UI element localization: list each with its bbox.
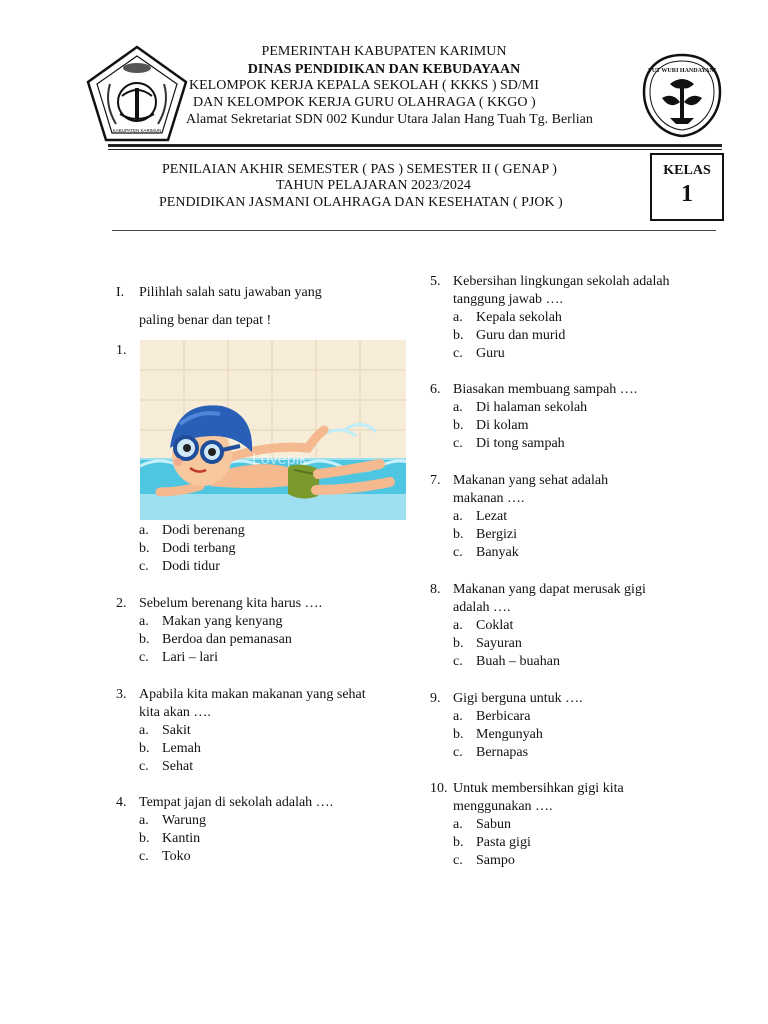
question-stem: Biasakan membuang sampah …. [453, 382, 638, 397]
option-text: Sampo [476, 853, 515, 868]
option-text: Dodi tidur [162, 559, 220, 574]
question-number: 10. [430, 781, 448, 796]
option-letter: a. [453, 310, 463, 325]
question-1-option-a[interactable] [139, 522, 396, 540]
option-text: Pasta gigi [476, 835, 531, 850]
option-letter: c. [139, 849, 149, 864]
option-letter: a. [453, 400, 463, 415]
question-number: 4. [116, 795, 127, 810]
left-logo-text: KABUPATEN KARIMUN [112, 128, 162, 133]
question-1-option-c[interactable] [139, 558, 396, 576]
question-9-option-b[interactable] [453, 726, 690, 744]
question-1-number: 1. [116, 343, 127, 358]
question-number: 7. [430, 473, 441, 488]
option-text: Guru dan murid [476, 328, 566, 343]
option-letter: c. [453, 436, 463, 451]
option-letter: b. [453, 328, 464, 343]
question-stem: Makanan yang sehat adalah makanan …. [453, 473, 609, 506]
question-6-option-a[interactable] [453, 399, 690, 417]
option-text: Dodi berenang [162, 523, 245, 538]
header-line-1: PEMERINTAH KABUPATEN KARIMUN [261, 44, 507, 59]
header-line-3: KELOMPOK KERJA KEPALA SEKOLAH ( KKKS ) SD/MI [189, 78, 539, 93]
question-stem: Makanan yang dapat merusak gigi adalah …. [453, 582, 646, 615]
question-5-option-c[interactable] [453, 345, 675, 363]
kelas-box [650, 153, 724, 221]
question-stem: Kebersihan lingkungan sekolah adalah tanggung jawab …. [453, 274, 670, 307]
question-4-option-b[interactable] [139, 830, 396, 848]
question-7 [430, 472, 645, 562]
header-rule-thin [108, 149, 722, 150]
option-letter: c. [453, 545, 463, 560]
question-8-option-b[interactable] [453, 635, 680, 653]
header-line-4: DAN KELOMPOK KERJA GURU OLAHRAGA ( KKGO ) [193, 95, 536, 110]
option-letter: b. [139, 632, 150, 647]
option-text: Coklat [476, 618, 514, 633]
option-letter: b. [139, 541, 150, 556]
option-letter: c. [139, 759, 149, 774]
question-3-option-a[interactable] [139, 722, 366, 740]
question-number: 6. [430, 382, 441, 397]
option-text: Mengunyah [476, 727, 543, 742]
question-9-option-a[interactable] [453, 708, 690, 726]
option-text: Berbicara [476, 709, 531, 724]
option-text: Bernapas [476, 745, 529, 760]
option-letter: a. [453, 709, 463, 724]
option-letter: a. [453, 817, 463, 832]
question-7-option-c[interactable] [453, 544, 645, 562]
question-6-option-b[interactable] [453, 417, 690, 435]
question-2-option-c[interactable] [139, 649, 396, 667]
exam-title: PENILAIAN AKHIR SEMESTER ( PAS ) SEMESTER II ( GENAP ) [162, 162, 557, 177]
question-number: 2. [116, 596, 127, 611]
option-letter: c. [453, 853, 463, 868]
option-text: Dodi terbang [162, 541, 236, 556]
option-letter: b. [453, 527, 464, 542]
question-10-option-b[interactable] [453, 834, 655, 852]
question-1 [116, 522, 396, 576]
question-stem: Gigi berguna untuk …. [453, 691, 583, 706]
question-10 [430, 780, 655, 870]
exam-year: TAHUN PELAJARAN 2023/2024 [276, 178, 471, 193]
option-letter: b. [453, 727, 464, 742]
question-9-option-c[interactable] [453, 744, 690, 762]
option-letter: c. [453, 745, 463, 760]
question-8-option-c[interactable] [453, 653, 680, 671]
instruction-number: I. [116, 285, 125, 300]
question-6 [430, 381, 690, 453]
question-number: 5. [430, 274, 441, 289]
question-8-option-a[interactable] [453, 617, 680, 635]
question-3 [116, 686, 366, 776]
option-text: Di kolam [476, 418, 529, 433]
image-watermark: Lovepik [252, 451, 308, 468]
option-text: Bergizi [476, 527, 517, 542]
option-text: Banyak [476, 545, 519, 560]
option-letter: c. [139, 650, 149, 665]
option-text: Guru [476, 346, 505, 361]
question-4-option-c[interactable] [139, 848, 396, 866]
option-text: Kepala sekolah [476, 310, 562, 325]
question-7-option-b[interactable] [453, 526, 645, 544]
option-text: Toko [162, 849, 191, 864]
question-9 [430, 690, 690, 762]
option-text: Lezat [476, 509, 508, 524]
question-10-option-c[interactable] [453, 852, 655, 870]
option-text: Berdoa dan pemanasan [162, 632, 292, 647]
option-letter: a. [139, 523, 149, 538]
option-text: Sehat [162, 759, 194, 774]
option-letter: a. [139, 614, 149, 629]
question-10-option-a[interactable] [453, 816, 655, 834]
question-stem: Tempat jajan di sekolah adalah …. [139, 795, 334, 810]
option-letter: b. [453, 636, 464, 651]
option-letter: b. [139, 831, 150, 846]
option-letter: c. [453, 346, 463, 361]
option-text: Sabun [476, 817, 511, 832]
question-2 [116, 595, 396, 667]
question-4-option-a[interactable] [139, 812, 396, 830]
option-letter: c. [139, 559, 149, 574]
question-stem: Sebelum berenang kita harus …. [139, 596, 323, 611]
kelas-label: KELAS [663, 163, 711, 178]
header-address: Alamat Sekretariat SDN 002 Kundur Utara Jalan Hang Tuah Tg. Berlian [186, 112, 593, 127]
option-text: Lari – lari [162, 650, 218, 665]
question-7-option-a[interactable] [453, 508, 645, 526]
right-logo-text: TUT WURI HANDAYANI [647, 68, 717, 74]
swimming-boy-illustration [140, 340, 406, 520]
option-text: Makan yang kenyang [162, 614, 283, 629]
option-text: Buah – buahan [476, 654, 560, 669]
option-text: Di tong sampah [476, 436, 565, 451]
instruction-line-1: Pilihlah salah satu jawaban yang [139, 285, 322, 300]
question-5-option-a[interactable] [453, 309, 675, 327]
question-stem: Apabila kita makan makanan yang sehat kita akan …. [139, 687, 366, 720]
question-number: 8. [430, 582, 441, 597]
question-2-option-a[interactable] [139, 613, 396, 631]
option-letter: c. [453, 654, 463, 669]
option-letter: a. [139, 723, 149, 738]
option-letter: b. [139, 741, 150, 756]
question-stem: Untuk membersihkan gigi kita menggunakan …. [453, 781, 624, 814]
question-4 [116, 794, 396, 866]
header-rule-thick [108, 144, 722, 147]
option-text: Warung [162, 813, 206, 828]
question-3-option-b[interactable] [139, 740, 366, 758]
question-5-option-b[interactable] [453, 327, 675, 345]
question-8 [430, 581, 680, 671]
option-text: Di halaman sekolah [476, 400, 588, 415]
question-number: 9. [430, 691, 441, 706]
question-2-option-b[interactable] [139, 631, 396, 649]
question-6-option-c[interactable] [453, 435, 690, 453]
option-letter: a. [453, 618, 463, 633]
question-3-option-c[interactable] [139, 758, 366, 776]
title-rule [112, 230, 716, 231]
question-1-option-b[interactable] [139, 540, 396, 558]
option-letter: a. [453, 509, 463, 524]
question-number: 3. [116, 687, 127, 702]
option-text: Sayuran [476, 636, 522, 651]
header-line-2: DINAS PENDIDIKAN DAN KEBUDAYAAN [247, 62, 521, 77]
option-text: Sakit [162, 723, 191, 738]
option-letter: b. [453, 418, 464, 433]
kelas-value: 1 [681, 181, 693, 207]
option-letter: b. [453, 835, 464, 850]
option-text: Lemah [162, 741, 201, 756]
instruction-line-2: paling benar dan tepat ! [139, 313, 272, 328]
question-5 [430, 273, 675, 363]
exam-subject: PENDIDIKAN JASMANI OLAHRAGA DAN KESEHATAN ( PJOK ) [159, 195, 563, 210]
option-text: Kantin [162, 831, 201, 846]
option-letter: a. [139, 813, 149, 828]
